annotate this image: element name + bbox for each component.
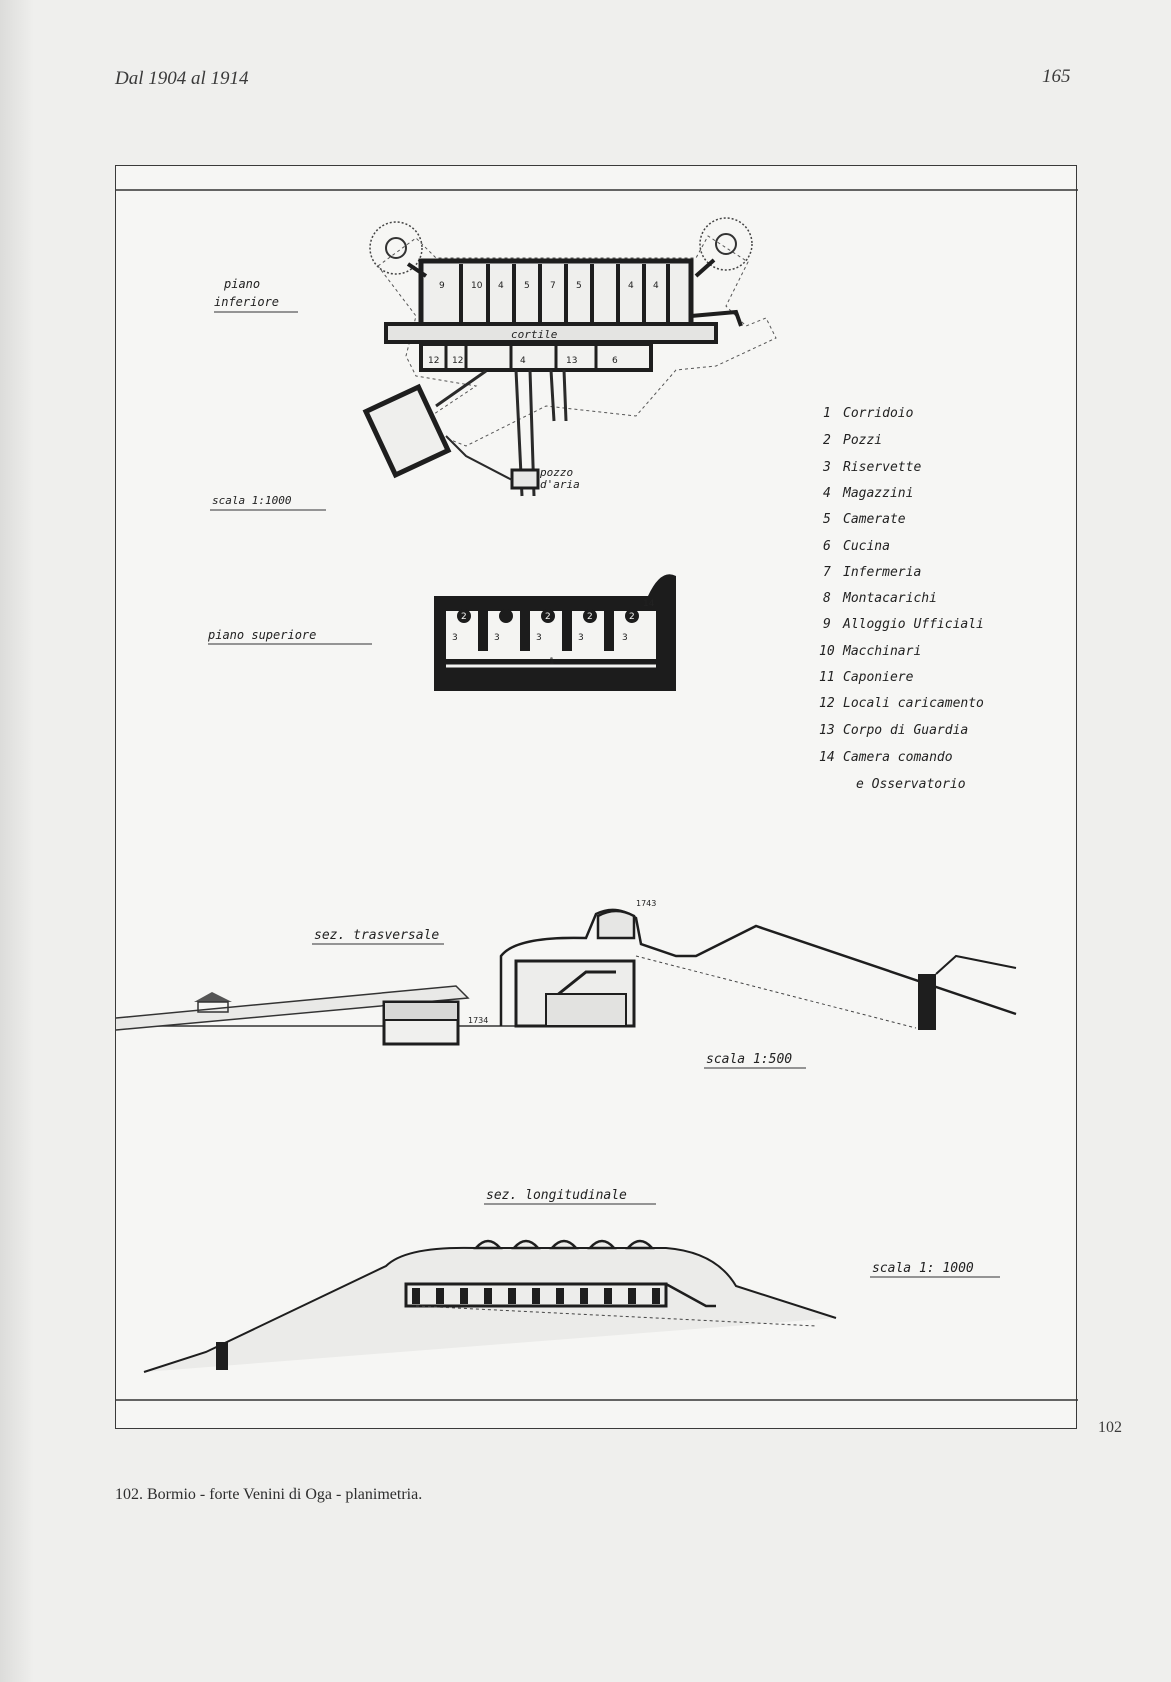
- label-pozzo-2: d'aria: [540, 478, 580, 491]
- legend-text: Camera comando: [843, 750, 953, 765]
- label-pozzo-1: pozzo: [540, 466, 574, 479]
- legend-text: Caponiere: [843, 670, 914, 685]
- room-number: 4: [520, 356, 526, 366]
- label-piano-inferiore-2: inferiore: [214, 295, 280, 309]
- room-number: 13: [566, 356, 578, 366]
- room-number: 1: [549, 657, 555, 667]
- legend-num: 2: [823, 433, 831, 448]
- fort-drawing: [116, 166, 1078, 1430]
- figure-number: 102: [1098, 1419, 1122, 1436]
- legend-text: Alloggio Ufficiali: [843, 617, 984, 632]
- legend-num: 12: [819, 696, 835, 711]
- room-number: 3: [452, 633, 458, 643]
- legend-num: 9: [823, 617, 831, 632]
- room-number: 3: [536, 633, 542, 643]
- room-number: 4: [653, 281, 659, 291]
- legend-num: 7: [823, 565, 831, 580]
- legend-num: 11: [819, 670, 835, 685]
- legend: [819, 406, 984, 792]
- legend-text: Infermeria: [843, 565, 922, 580]
- room-number: 5: [576, 281, 582, 291]
- legend-text: Riservette: [843, 460, 922, 475]
- room-number: 12: [452, 356, 464, 366]
- room-number: 3: [494, 633, 500, 643]
- legend-text: Locali caricamento: [843, 696, 984, 711]
- label-piano-inferiore-1: piano: [224, 277, 261, 291]
- room-number: 3: [578, 633, 584, 643]
- legend-text: Macchinari: [843, 644, 922, 659]
- figure-caption: 102. Bormio - forte Venini di Oga - planimetria.: [115, 1486, 423, 1503]
- elevation-top: 1743: [636, 899, 657, 908]
- legend-text: Corpo di Guardia: [843, 723, 969, 738]
- room-number: 2: [629, 612, 635, 622]
- room-number: 6: [612, 356, 618, 366]
- legend-text: Corridoio: [843, 406, 914, 421]
- elevation-low: 1734: [468, 1016, 489, 1025]
- legend-text: Pozzi: [843, 433, 883, 448]
- label-cortile: cortile: [511, 328, 558, 341]
- legend-text: Montacarichi: [843, 591, 937, 606]
- transverse-section: [116, 910, 1016, 1044]
- page-number: 165: [1042, 66, 1071, 87]
- room-number: 10: [471, 281, 483, 291]
- legend-text: Cucina: [843, 539, 890, 554]
- legend-text: Camerate: [843, 512, 906, 527]
- label-scala-section: scala 1:500: [706, 1052, 793, 1067]
- room-number: 2: [461, 612, 467, 622]
- longitudinal-section: [144, 1241, 836, 1372]
- legend-num: 4: [823, 486, 831, 501]
- page-gutter-shadow: [0, 0, 34, 1682]
- figure-plate: [115, 165, 1077, 1429]
- room-number: 4: [498, 281, 504, 291]
- room-number: 4: [628, 281, 634, 291]
- legend-text: e Osservatorio: [856, 777, 966, 792]
- label-sez-longitudinale: sez. longitudinale: [486, 1188, 627, 1203]
- legend-text: Magazzini: [843, 486, 914, 501]
- legend-num: 5: [823, 512, 831, 527]
- room-number: 3: [622, 633, 628, 643]
- running-title: Dal 1904 al 1914: [115, 68, 249, 89]
- legend-num: 3: [823, 460, 831, 475]
- room-number: 9: [439, 281, 445, 291]
- label-scala-long: scala 1: 1000: [872, 1261, 974, 1276]
- legend-num: 14: [819, 750, 835, 765]
- room-number: 14: [643, 599, 655, 609]
- legend-num: 1: [823, 406, 831, 421]
- legend-num: 6: [823, 539, 831, 554]
- upper-floor-plan: [434, 574, 676, 691]
- label-scala-plan: scala 1:1000: [212, 494, 292, 507]
- room-number: 12: [428, 356, 440, 366]
- label-sez-trasversale: sez. trasversale: [314, 928, 440, 943]
- legend-num: 13: [819, 723, 835, 738]
- label-piano-superiore: piano superiore: [208, 628, 317, 642]
- legend-num: 8: [823, 591, 831, 606]
- room-number: 2: [545, 612, 551, 622]
- room-number: 2: [587, 612, 593, 622]
- legend-num: 10: [819, 644, 835, 659]
- room-number: 7: [550, 281, 556, 291]
- room-number: 5: [524, 281, 530, 291]
